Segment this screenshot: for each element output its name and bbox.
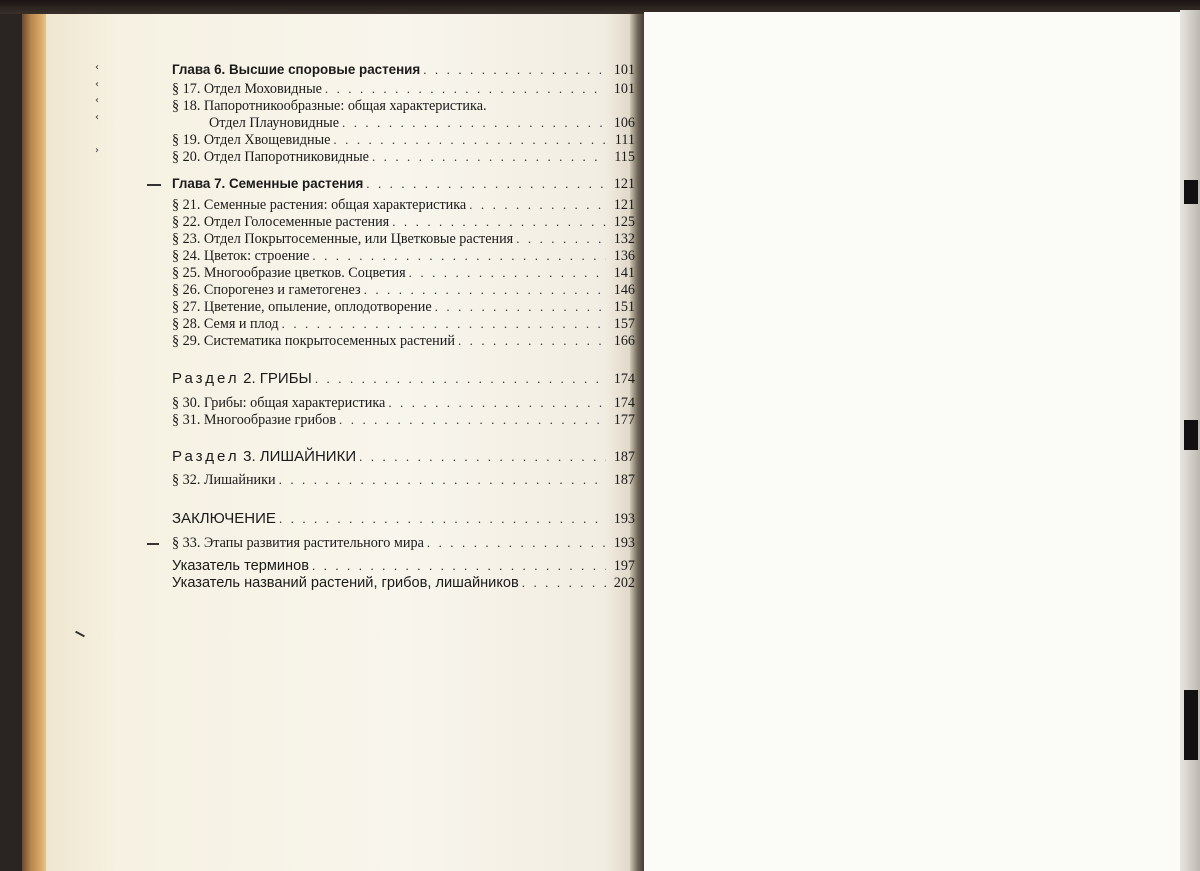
right-page-blank — [644, 12, 1180, 871]
toc-entry-title: Отдел Папоротниковидные — [203, 149, 369, 165]
toc-entry-title-continued: Отдел Плауновидные — [209, 115, 340, 131]
toc-entry-number: § 32. — [172, 472, 201, 488]
toc-entry-page: 187 — [613, 449, 635, 465]
dot-leader — [469, 196, 606, 214]
toc-entry-number: § 31. — [172, 412, 201, 428]
toc-section-27[interactable] — [172, 298, 635, 316]
dot-leader — [359, 448, 606, 466]
toc-entry-page: 115 — [614, 149, 635, 165]
toc-entry-title: Многообразие цветков. Соцветия — [203, 265, 406, 281]
dot-leader — [427, 534, 606, 552]
toc-entry-number: § 23. — [172, 231, 201, 247]
dot-leader — [409, 264, 606, 282]
toc-section-21[interactable] — [172, 196, 635, 214]
toc-chapter-6[interactable] — [172, 61, 635, 79]
dot-leader — [516, 230, 606, 248]
dot-leader — [388, 394, 606, 412]
toc-entry-title: Отдел Моховидные — [203, 81, 322, 97]
toc-entry-page: 157 — [613, 316, 635, 332]
toc-conclusion[interactable] — [172, 510, 635, 528]
toc-entry-number: § 22. — [172, 214, 201, 230]
toc-entry-title: Папоротникообразные: общая характеристика. — [203, 98, 487, 114]
toc-entry-number: § 29. — [172, 333, 201, 349]
toc-section-29[interactable] — [172, 332, 635, 350]
dot-leader — [372, 148, 606, 166]
toc-section-18[interactable] — [172, 97, 635, 115]
toc-entry-number: § 27. — [172, 299, 201, 315]
dot-leader — [282, 315, 606, 333]
toc-index-terms[interactable] — [172, 557, 635, 575]
toc-index-names[interactable] — [172, 574, 635, 592]
toc-entry-number: § 30. — [172, 395, 201, 411]
toc-part-label: Раздел — [172, 448, 240, 465]
toc-section-25[interactable] — [172, 264, 635, 282]
toc-entry-page: 146 — [613, 282, 635, 298]
toc-entry-page: 111 — [614, 132, 635, 148]
dot-leader — [342, 114, 606, 132]
toc-entry-page: 101 — [613, 81, 635, 97]
toc-section-20[interactable] — [172, 148, 635, 166]
toc-part-2[interactable] — [172, 370, 635, 388]
toc-section-19[interactable] — [172, 131, 635, 149]
toc-entry-page: 193 — [613, 535, 635, 551]
toc-section-22[interactable] — [172, 213, 635, 231]
toc-section-24[interactable] — [172, 247, 635, 265]
toc-part-label: Раздел — [172, 370, 240, 387]
toc-entry-title: Семенные растения: общая характеристика — [203, 197, 467, 213]
toc-entry-page: 187 — [613, 472, 635, 488]
toc-entry-title: Отдел Покрытосеменные, или Цветковые растения — [203, 231, 514, 247]
dot-leader — [423, 61, 606, 79]
toc-entry-title: Этапы развития растительного мира — [203, 535, 424, 551]
toc-entry-number: § 18. — [172, 98, 201, 114]
toc-entry-number: § 33. — [172, 535, 201, 551]
toc-entry-number: § 19. — [172, 132, 201, 148]
toc-entry-page: 125 — [613, 214, 635, 230]
book-page-edges — [22, 14, 48, 871]
dot-leader — [312, 557, 606, 575]
toc-entry-title: Грибы: общая характеристика — [203, 395, 386, 411]
toc-entry-page: 174 — [613, 395, 635, 411]
margin-dash-mark — [147, 184, 161, 186]
toc-entry-page: 174 — [613, 371, 635, 387]
toc-part-3[interactable] — [172, 448, 635, 466]
dot-leader — [325, 80, 606, 98]
toc-entry-number: § 26. — [172, 282, 201, 298]
toc-entry-page: 141 — [613, 265, 635, 281]
toc-entry-page: 193 — [613, 511, 635, 527]
toc-entry-page: 121 — [613, 197, 635, 213]
toc-section-33[interactable] — [172, 534, 635, 552]
toc-entry-title: Многообразие грибов — [203, 412, 337, 428]
edge-tab-mark — [1184, 180, 1198, 204]
dot-leader — [312, 247, 606, 265]
dot-leader — [339, 411, 606, 429]
toc-section-26[interactable] — [172, 281, 635, 299]
toc-section-23[interactable] — [172, 230, 635, 248]
toc-section-30[interactable] — [172, 394, 635, 412]
dot-leader — [364, 281, 606, 299]
toc-entry-title: 2. ГРИБЫ — [243, 370, 312, 387]
dot-leader — [333, 131, 606, 149]
dot-leader — [522, 574, 606, 592]
toc-entry-page: 136 — [613, 248, 635, 264]
toc-entry-page: 166 — [613, 333, 635, 349]
dot-leader — [279, 510, 606, 528]
toc-entry-page: 101 — [613, 62, 635, 78]
toc-entry-page: 197 — [613, 558, 635, 574]
toc-entry-title: Цветение, опыление, оплодотворение — [203, 299, 432, 315]
toc-entry-number: § 20. — [172, 149, 201, 165]
dot-leader — [458, 332, 606, 350]
dot-leader — [279, 471, 606, 489]
toc-entry-title: Семя и плод — [203, 316, 279, 332]
toc-entry-page: 151 — [613, 299, 635, 315]
toc-entry-number: § 17. — [172, 81, 201, 97]
toc-section-32[interactable] — [172, 471, 635, 489]
toc-entry-page: 132 — [613, 231, 635, 247]
toc-entry-title: Указатель названий растений, грибов, лишайников — [172, 575, 519, 591]
toc-entry-title: ЗАКЛЮЧЕНИЕ — [172, 510, 276, 527]
dot-leader — [366, 175, 606, 193]
toc-entry-page: 121 — [613, 176, 635, 192]
margin-dash-mark — [147, 543, 159, 545]
toc-entry-title: Отдел Голосеменные растения — [203, 214, 390, 230]
toc-entry-title: 3. ЛИШАЙНИКИ — [243, 448, 357, 465]
edge-tab-mark — [1184, 690, 1198, 760]
toc-entry-title: Лишайники — [203, 472, 276, 488]
toc-entry-title: Отдел Хвощевидные — [203, 132, 331, 148]
toc-entry-number: § 24. — [172, 248, 201, 264]
margin-bleed-marks: ‹ ‹ ‹ ‹ › — [95, 62, 99, 156]
toc-entry-title: Глава 6. Высшие споровые растения — [172, 62, 421, 77]
edge-tab-mark — [1184, 420, 1198, 450]
toc-entry-number: § 25. — [172, 265, 201, 281]
toc-entry-page: 202 — [613, 575, 635, 591]
toc-section-17[interactable] — [172, 80, 635, 98]
dot-leader — [315, 370, 606, 388]
toc-entry-number: § 28. — [172, 316, 201, 332]
toc-entry-title: Спорогенез и гаметогенез — [203, 282, 361, 298]
dot-leader — [435, 298, 606, 316]
toc-entry-page: 177 — [613, 412, 635, 428]
toc-chapter-7[interactable] — [172, 175, 635, 193]
toc-entry-title: Указатель терминов — [172, 558, 309, 574]
dot-leader — [392, 213, 606, 231]
toc-entry-title: Цветок: строение — [203, 248, 310, 264]
toc-section-28[interactable] — [172, 315, 635, 333]
toc-entry-title: Систематика покрытосеменных растений — [203, 333, 455, 349]
toc-entry-page: 106 — [613, 115, 635, 131]
toc-entry-title: Глава 7. Семенные растения — [172, 176, 364, 191]
toc-section-18-cont[interactable] — [172, 114, 635, 132]
toc-entry-number: § 21. — [172, 197, 201, 213]
toc-section-31[interactable] — [172, 411, 635, 429]
